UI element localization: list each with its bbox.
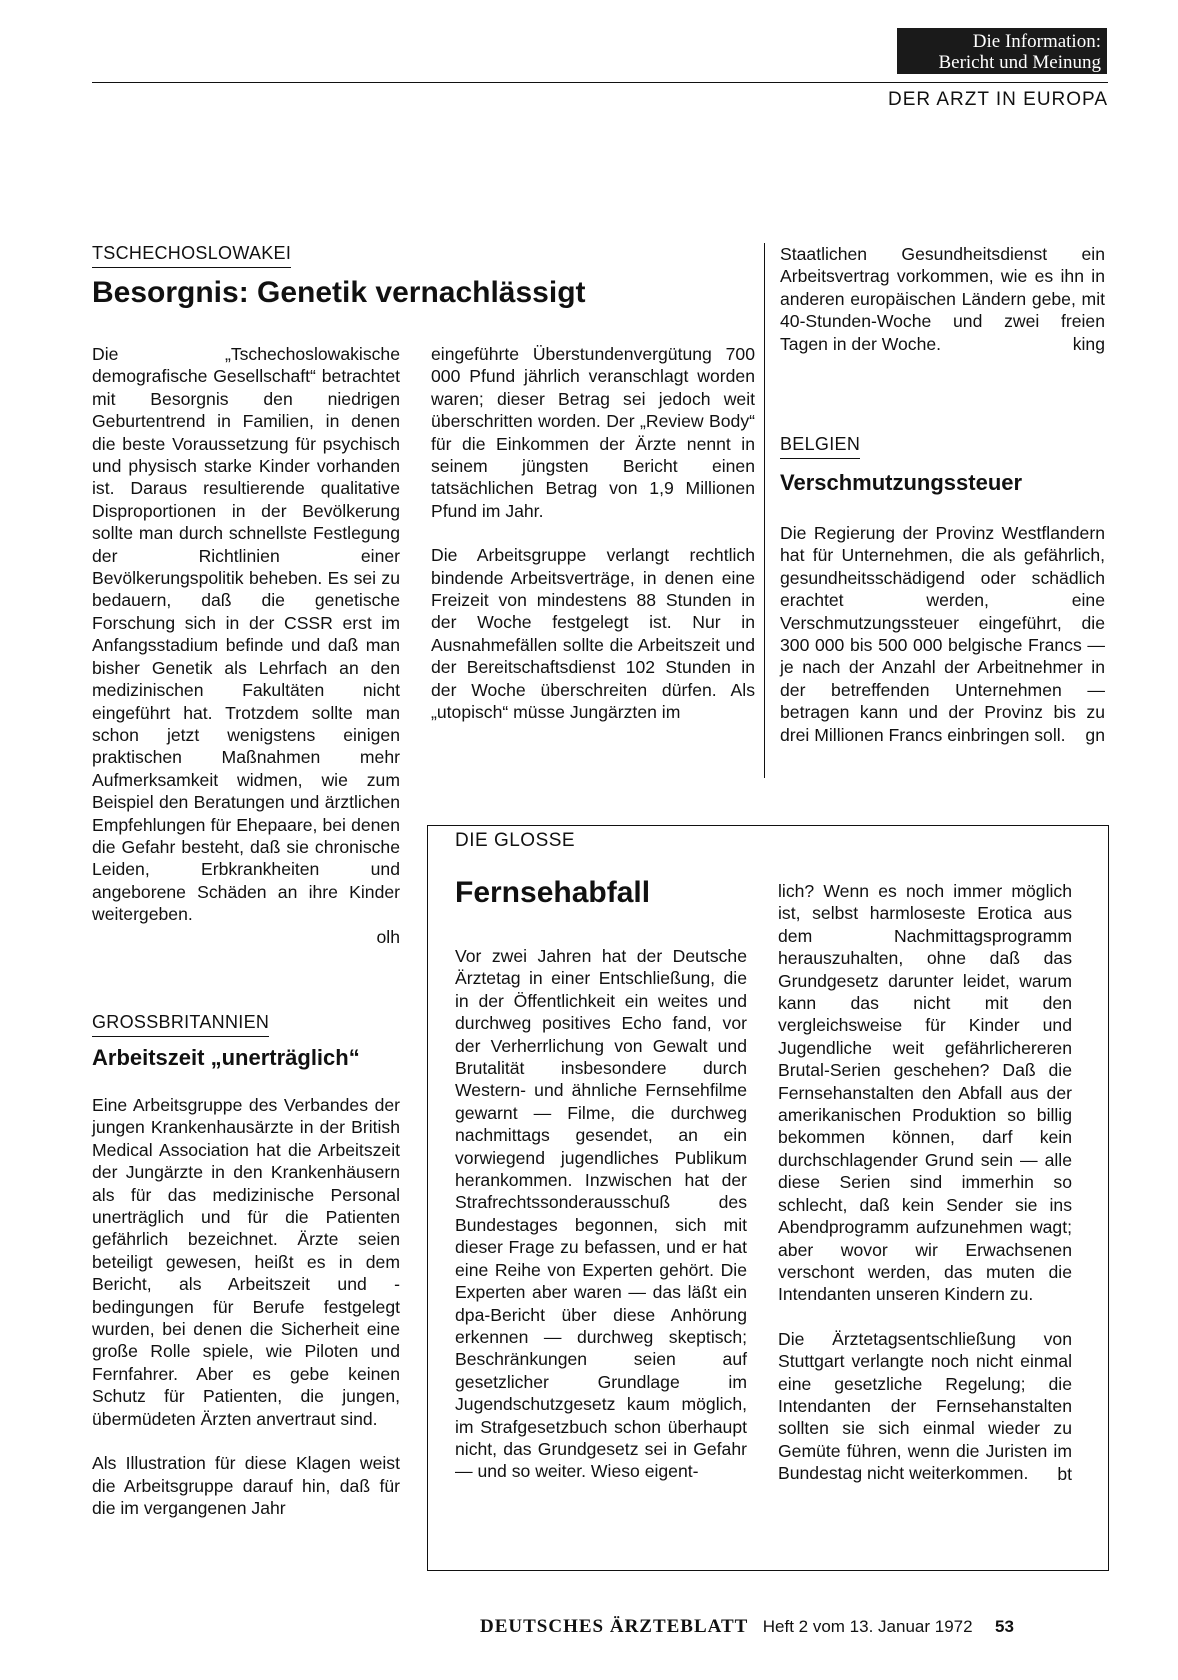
article2-col3 <box>780 243 1105 355</box>
page-number: 53 <box>995 1617 1014 1636</box>
topic-label: BELGIEN <box>780 434 860 459</box>
article2-col1-p1: Eine Arbeitsgruppe des Verbandes der jungen Krankenhausärzte in der British Medical Association hat die Arbeitszeit der Jungärzte in den Krankenhäusern als für das medizinische Personal unerträglich und für die Patienten gefährlich bezeichnet. Ärzte seien beteiligt gewesen, heißt es in dem Bericht, als Arbeitszeit und -bedingungen für Berufe festgelegt wurden, bei denen die Sicherheit eine große Rolle spiele, wie Piloten und Fernfahrer. Aber es gebe keinen Schutz für Patienten, die jungen, übermüdeten Ärzten anvertraut sind. <box>92 1095 400 1429</box>
rubric-badge <box>897 28 1107 74</box>
topic-label: GROSSBRITANNIEN <box>92 1012 269 1037</box>
glosse-col2 <box>778 880 1072 1485</box>
glosse-signature: bt <box>1057 1463 1072 1484</box>
article1-text: Die „Tschechoslowakische demografische Gesellschaft“ betrachtet mit Besorgnis den niedrigen Geburtentrend in Familien, in denen die beste Voraussetzung für psychisch und physisch starke Kinder vorhanden ist. Daraus resultierende qualitative Disproportionen in der Bevölkerung sollte man durch schnellste Festlegung der Richtlinien einer Bevölkerungspolitik beheben. Es sei zu bedauern, daß die genetische Forschung sich in der CSSR erst im Anfangsstadium befinde und daß man bisher Genetik als Lehrfach an den medizinischen Fakultäten nicht eingeführt hat. Trotzdem sollte man schon jetzt wenigstens einigen praktischen Maßnahmen mehr Aufmerksamkeit widmen, wie zum Beispiel den Beratungen und ärztlichen Empfehlungen für Ehepaare, bei denen die Gefahr besteht, daß sie chronische Leiden, Erbkrankheiten und angeborene Schäden an ihre Kinder weitergeben. <box>92 344 400 925</box>
article3-text: Die Regierung der Provinz Westflandern hat für Unternehmen, die als gefährlich, gesundheitsschädigend oder schädlich erachtet werden, eine Verschmutzungssteuer eingeführt, die 300 000 bis 500 000 belgische Francs — je nach der Anzahl der Arbeitnehmer in der betreffenden Unternehmen — betragen kann und der Provinz bis zu drei Millionen Francs einbringen soll. <box>780 523 1105 745</box>
article2-headline: Arbeitszeit „unerträglich“ <box>92 1045 360 1070</box>
section-title: DER ARZT IN EUROPA <box>888 89 1108 110</box>
article2-col2 <box>431 343 755 724</box>
topic-label: TSCHECHOSLOWAKEI <box>92 243 291 268</box>
glosse-col2-p1: lich? Wenn es noch immer möglich ist, selbst harmloseste Erotica aus dem Nachmittagsprogramm herauszuhalten, ohne daß das Grundgesetz darunter leidet, warum kann das nicht mit den vergleichsweise für Kinder und Jugendliche weit gefährlichereren Brutal-Serien geschehen? Daß die Fernsehanstalten den Abfall aus der amerikanischen Produktion so billig bekommen können, darf kein durchschlagender Grund sein — alle diese Serien sind immerhin so schlecht, daß kein Sender sie ins Abendprogramm aufzunehmen wagt; aber wovor wir Erwachsenen verschont werden, das muten die Intendanten unseren Kindern zu. <box>778 881 1072 1305</box>
article2-col2-p1: eingeführte Überstundenvergütung 700 000 Pfund jährlich veranschlagt worden waren; dieser Betrag sei jedoch weit überschritten worden. Der „Review Body“ für die Einkommen der Ärzte nennt in seinem jüngsten Bericht einen tatsächlichen Betrag von 1,9 Millionen Pfund im Jahr. <box>431 344 755 521</box>
glosse-col1 <box>455 945 747 1483</box>
article2-col1-p2: Als Illustration für diese Klagen weist die Arbeitsgruppe darauf hin, daß für die im vergangenen Jahr <box>92 1453 400 1518</box>
article1-topic <box>92 243 291 268</box>
rubric-line-1: Die Information: <box>972 31 1101 52</box>
footer <box>480 1616 1014 1638</box>
article2-col1 <box>92 1094 400 1519</box>
article2-signature: king <box>1072 334 1105 355</box>
glosse-topic: DIE GLOSSE <box>455 830 576 851</box>
article1-body <box>92 343 400 948</box>
article2-col3-text: Staatlichen Gesundheitsdienst ein Arbeitsvertrag vorkommen, wie es ihn in anderen europäischen Ländern gebe, mit 40-Stunden-Woche und zwei freien Tagen in der Woche. <box>780 244 1105 354</box>
article3-body <box>780 522 1105 746</box>
issue-info: Heft 2 vom 13. Januar 1972 <box>762 1617 973 1636</box>
article1-signature: olh <box>376 926 400 947</box>
article3-headline: Verschmutzungssteuer <box>780 470 1023 495</box>
glosse-headline: Fernsehabfall <box>455 876 651 909</box>
publication-name: DEUTSCHES ÄRZTEBLATT <box>480 1616 749 1637</box>
article3-signature: gn <box>1085 725 1105 746</box>
glosse-col2-p2: Die Ärztetagsentschließung von Stuttgart verlangte noch nicht einmal eine gesetzliche Regelung; die Intendanten der Fernsehanstalten sollten sie sich einmal wieder zu Gemüte führen, wenn die Juristen im Bundestag nicht weiterkommen. <box>778 1328 1072 1484</box>
article2-col2-p2: Die Arbeitsgruppe verlangt rechtlich bindende Arbeitsverträge, in denen eine Freizeit von mindestens 88 Stunden in der Woche festgelegt ist. Nur in Ausnahmefällen sollte die Arbeitszeit und der Bereitschaftsdienst 102 Stunden in der Woche überschreiten dürfen. Als „utopisch“ müsse Jungärzten im <box>431 545 755 723</box>
rubric-line-2: Bericht und Meinung <box>938 52 1101 73</box>
glosse-col1-text: Vor zwei Jahren hat der Deutsche Ärztetag in einer Entschließung, die in der Öffentlichkeit ein weites und durchweg positives Echo fand, vor der Verherrlichung von Gewalt und Brutalität insbesondere durch Western- und ähnliche Fernsehfilme gewarnt — Filme, die durchweg nachmittags gesendet, an ein vorwiegend jugendliches Publikum herankommen. Inzwischen hat der Strafrechtssonderausschuß des Bundestages begonnen, sich mit dieser Frage zu befassen, und er hat eine Reihe von Experten gehört. Die Experten aber waren — das läßt ein dpa-Bericht über diese Anhörung erkennen — durchweg skeptisch; Beschränkungen seien auf gesetzlicher Grundlage im Jugendschutzgesetz kaum möglich, im Strafgesetzbuch schon überhaupt nicht, das Grundgesetz sei in Gefahr — und so weiter. Wieso eigent- <box>455 946 747 1482</box>
column-divider <box>764 243 765 778</box>
article2-topic <box>92 1012 269 1037</box>
header-rule <box>92 82 1108 83</box>
article1-headline: Besorgnis: Genetik vernachlässigt <box>92 276 586 309</box>
article3-topic <box>780 434 860 459</box>
